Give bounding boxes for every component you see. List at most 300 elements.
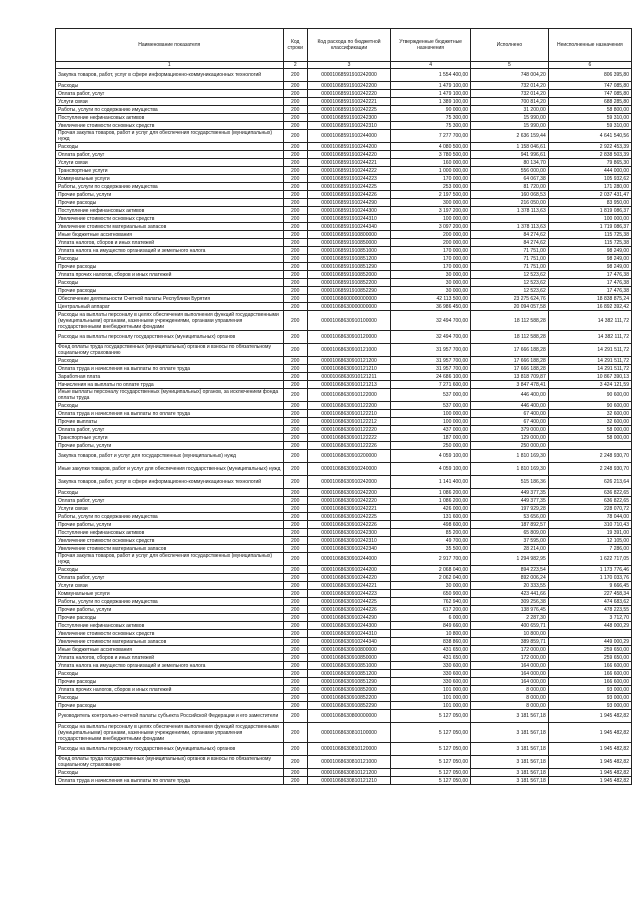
row-line-code: 200: [283, 476, 307, 489]
row-name: Расходы: [56, 143, 284, 151]
row-approved: 36 986 450,00: [391, 303, 471, 311]
row-approved: 35 500,00: [391, 545, 471, 553]
row-line-code: 200: [283, 175, 307, 183]
row-unexecuted: [548, 442, 631, 450]
table-row: [56, 723, 632, 743]
row-executed: 10 800,00: [471, 630, 549, 638]
row-budget-code: 00001068591910242221: [307, 98, 390, 106]
row-name: Расходы: [56, 279, 284, 287]
row-unexecuted: 59 310,00: [548, 114, 631, 122]
row-executed: 67 400,00: [471, 410, 549, 418]
row-budget-code: 00001068630800000000: [307, 710, 390, 723]
row-budget-code: 00001068630910100000: [307, 311, 390, 331]
row-unexecuted: 227 458,34: [548, 590, 631, 598]
row-approved: 849 660,00: [391, 622, 471, 630]
row-approved: 4 059 100,00: [391, 463, 471, 476]
row-name: Работы, услуги по содержанию имущества: [56, 183, 284, 191]
row-budget-code: 00001068591910244000: [307, 130, 390, 143]
table-row: [56, 442, 632, 450]
row-line-code: 200: [283, 553, 307, 566]
row-line-code: 200: [283, 662, 307, 670]
row-budget-code: 00001068630910240000: [307, 463, 390, 476]
row-line-code: 200: [283, 529, 307, 537]
row-approved: 650 900,00: [391, 590, 471, 598]
row-budget-code: 00001068630910242200: [307, 489, 390, 497]
row-name: Прочая закупка товаров, работ и услуг для обеспечения государственных (муниципальных) нужд: [56, 553, 284, 566]
row-unexecuted: 444 000,00: [548, 167, 631, 175]
row-name: Иные бюджетные ассигнования: [56, 231, 284, 239]
row-approved: 30 000,00: [391, 582, 471, 590]
table-row: [56, 622, 632, 630]
row-approved: 2 068 040,00: [391, 566, 471, 574]
row-budget-code: 00001068591910851200: [307, 255, 390, 263]
row-approved: 2 062 040,00: [391, 574, 471, 582]
row-executed: 37 595,00: [471, 537, 549, 545]
row-budget-code: 00001068630910800000: [307, 646, 390, 654]
row-budget-code: 00001068591910244222: [307, 167, 390, 175]
row-budget-code: 00001068630910244223: [307, 590, 390, 598]
table-row: [56, 777, 632, 785]
row-line-code: 200: [283, 574, 307, 582]
row-approved: 3 780 500,00: [391, 151, 471, 159]
row-executed: 700 814,20: [471, 98, 549, 106]
row-approved: 85 200,00: [391, 529, 471, 537]
row-budget-code: 00001068630910242340: [307, 545, 390, 553]
header-unexecuted: Неисполненные назначения: [548, 29, 631, 62]
row-budget-code: 00001068630910242221: [307, 505, 390, 513]
row-approved: 537 000,00: [391, 389, 471, 402]
row-executed: 1 378 113,63: [471, 207, 549, 215]
row-budget-code: 00001068591910244310: [307, 215, 390, 223]
row-budget-code: 00001068630910852290: [307, 702, 390, 710]
row-approved: 330 600,00: [391, 678, 471, 686]
row-approved: 4 059 100,00: [391, 450, 471, 463]
row-budget-code: 00001068630910122000: [307, 389, 390, 402]
row-unexecuted: 14 291 511,72: [548, 365, 631, 373]
row-line-code: 200: [283, 590, 307, 598]
row-unexecuted: 58 800,00: [548, 106, 631, 114]
table-row: [56, 574, 632, 582]
table-row: [56, 98, 632, 106]
row-name: Прочие выплаты: [56, 418, 284, 426]
row-unexecuted: 17 476,38: [548, 287, 631, 295]
row-executed: 8 000,00: [471, 702, 549, 710]
row-name: Расходы: [56, 694, 284, 702]
table-row: [56, 106, 632, 114]
table-row: [56, 521, 632, 529]
row-budget-code: 00001068591910851290: [307, 263, 390, 271]
row-line-code: 200: [283, 723, 307, 743]
row-unexecuted: 747 085,80: [548, 90, 631, 98]
row-budget-code: 00001068630910121000: [307, 344, 390, 357]
row-unexecuted: 14 291 511,72: [548, 357, 631, 365]
row-unexecuted: 688 285,80: [548, 98, 631, 106]
row-approved: 31 957 700,00: [391, 344, 471, 357]
row-approved: 101 000,00: [391, 686, 471, 694]
row-executed: 20 094 057,58: [471, 303, 549, 311]
row-unexecuted: 12 105,00: [548, 537, 631, 545]
row-name: Обеспечение деятельности Счетной палаты Республики Бурятия: [56, 295, 284, 303]
table-row: [56, 702, 632, 710]
row-approved: 10 800,00: [391, 630, 471, 638]
table-row: [56, 167, 632, 175]
row-approved: 170 000,00: [391, 247, 471, 255]
row-executed: 71 751,00: [471, 263, 549, 271]
row-budget-code: 00001068630910121200: [307, 357, 390, 365]
row-approved: 5 127 050,00: [391, 756, 471, 769]
row-line-code: 200: [283, 537, 307, 545]
table-row: [56, 151, 632, 159]
row-budget-code: 00001068591910242000: [307, 69, 390, 82]
row-approved: 5 127 050,00: [391, 769, 471, 777]
row-name: Расходы: [56, 489, 284, 497]
row-name: Оплата работ, услуг: [56, 574, 284, 582]
row-unexecuted: 17 476,38: [548, 279, 631, 287]
table-row: [56, 223, 632, 231]
row-approved: 537 000,00: [391, 402, 471, 410]
table-row: [56, 365, 632, 373]
table-row: [56, 489, 632, 497]
row-name: Закупка товаров, работ и услуг для государственных (муниципальных) нужд: [56, 450, 284, 463]
table-row: [56, 678, 632, 686]
row-approved: 1 086 200,00: [391, 497, 471, 505]
table-row: [56, 279, 632, 287]
row-budget-code: 00001068630910244220: [307, 574, 390, 582]
row-executed: 160 068,53: [471, 191, 549, 199]
row-executed: 31 200,00: [471, 106, 549, 114]
row-executed: 64 067,38: [471, 175, 549, 183]
row-executed: 81 720,00: [471, 183, 549, 191]
table-row: [56, 582, 632, 590]
row-name: Оплата работ, услуг: [56, 426, 284, 434]
row-approved: 31 957 700,00: [391, 357, 471, 365]
header-name: Наименование показателя: [56, 29, 284, 62]
row-executed: 172 000,00: [471, 654, 549, 662]
row-unexecuted: 2 838 503,39: [548, 151, 631, 159]
row-line-code: 200: [283, 638, 307, 646]
row-name: Прочие расходы: [56, 263, 284, 271]
row-budget-code: 00001068630910122200: [307, 402, 390, 410]
row-unexecuted: 1 945 482,82: [548, 710, 631, 723]
row-line-code: 200: [283, 207, 307, 215]
row-line-code: 200: [283, 69, 307, 82]
row-approved: 300 000,00: [391, 199, 471, 207]
row-name: Прочая закупка товаров, работ и услуг для обеспечения государственных (муниципальных) нужд: [56, 130, 284, 143]
row-line-code: 200: [283, 82, 307, 90]
row-line-code: 200: [283, 777, 307, 785]
row-approved: 90 000,00: [391, 106, 471, 114]
row-approved: 101 000,00: [391, 702, 471, 710]
table-row: [56, 606, 632, 614]
row-name: Работы, услуги по содержанию имущества: [56, 513, 284, 521]
row-budget-code: 00001068591910244290: [307, 199, 390, 207]
row-line-code: 200: [283, 199, 307, 207]
row-executed: 12 523,62: [471, 287, 549, 295]
row-name: Фонд оплаты труда государственных (муниципальных) органов и взносы по обязательному социальному страхованию: [56, 756, 284, 769]
row-budget-code: 00001068591910244300: [307, 207, 390, 215]
table-row: [56, 598, 632, 606]
row-unexecuted: 14 382 111,72: [548, 331, 631, 344]
row-budget-code: 00001068630910244000: [307, 553, 390, 566]
row-line-code: 200: [283, 566, 307, 574]
row-name: Оплата труда и начисления на выплаты по оплате труда: [56, 365, 284, 373]
row-line-code: 200: [283, 231, 307, 239]
row-budget-code: 00001068630910242226: [307, 521, 390, 529]
row-executed: 17 666 188,28: [471, 357, 549, 365]
row-approved: 7 277 700,00: [391, 130, 471, 143]
row-line-code: 200: [283, 434, 307, 442]
row-name: Уплата налогов, сборов и иных платежей: [56, 239, 284, 247]
row-budget-code: 00001068630000000000: [307, 303, 390, 311]
table-row: [56, 215, 632, 223]
row-executed: 748 004,20: [471, 69, 549, 82]
table-row: [56, 402, 632, 410]
row-executed: 3 181 567,18: [471, 756, 549, 769]
row-budget-code: 00001068591910800000: [307, 231, 390, 239]
row-budget-code: 00001068591910244221: [307, 159, 390, 167]
row-unexecuted: 1 945 482,82: [548, 769, 631, 777]
row-unexecuted: 1 819 086,37: [548, 207, 631, 215]
row-line-code: 200: [283, 442, 307, 450]
row-line-code: 200: [283, 630, 307, 638]
row-name: Прочие расходы: [56, 678, 284, 686]
table-row: [56, 331, 632, 344]
row-approved: 1 141 400,00: [391, 476, 471, 489]
column-number: 3: [307, 62, 390, 69]
table-row: [56, 295, 632, 303]
table-row: [56, 69, 632, 82]
table-row: [56, 743, 632, 756]
row-budget-code: 00001068630810121000: [307, 756, 390, 769]
row-budget-code: 00001068630810120000: [307, 743, 390, 756]
row-approved: 437 000,00: [391, 426, 471, 434]
row-line-code: 200: [283, 489, 307, 497]
row-unexecuted: 58 000,00: [548, 426, 631, 434]
row-executed: 187 892,57: [471, 521, 549, 529]
row-unexecuted: [548, 630, 631, 638]
row-budget-code: 00001068630910244310: [307, 630, 390, 638]
row-approved: 32 494 700,00: [391, 331, 471, 344]
row-approved: 617 200,00: [391, 606, 471, 614]
table-row: [56, 426, 632, 434]
column-number-row: [56, 62, 632, 69]
table-row: [56, 497, 632, 505]
row-budget-code: 00001068630910200000: [307, 450, 390, 463]
row-line-code: 200: [283, 122, 307, 130]
row-line-code: 200: [283, 769, 307, 777]
table-row: [56, 287, 632, 295]
row-approved: 330 600,00: [391, 670, 471, 678]
row-budget-code: 00001068630910244225: [307, 598, 390, 606]
row-approved: 2 197 500,00: [391, 191, 471, 199]
row-approved: 5 127 050,00: [391, 723, 471, 743]
row-name: Руководитель контрольно-счетной палаты субъекта Российской Федерации и его заместители: [56, 710, 284, 723]
row-budget-code: 00001068591910244225: [307, 183, 390, 191]
row-name: Увеличение стоимости материальных запасов: [56, 638, 284, 646]
row-name: Уплата налогов, сборов и иных платежей: [56, 654, 284, 662]
table-row: [56, 769, 632, 777]
row-approved: 1 086 200,00: [391, 489, 471, 497]
row-name: Услуги связи: [56, 582, 284, 590]
row-executed: 84 274,62: [471, 231, 549, 239]
table-row: [56, 670, 632, 678]
row-unexecuted: 1 622 717,05: [548, 553, 631, 566]
row-line-code: 200: [283, 247, 307, 255]
row-unexecuted: 16 892 392,42: [548, 303, 631, 311]
row-executed: 446 400,00: [471, 402, 549, 410]
table-header: [56, 29, 632, 69]
row-approved: 160 000,00: [391, 159, 471, 167]
table-row: [56, 476, 632, 489]
row-name: Оплата труда и начисления на выплаты по оплате труда: [56, 410, 284, 418]
row-unexecuted: 228 070,72: [548, 505, 631, 513]
row-executed: 556 000,00: [471, 167, 549, 175]
row-line-code: 200: [283, 678, 307, 686]
row-budget-code: 00001068591910852000: [307, 271, 390, 279]
row-name: Фонд оплаты труда государственных (муниципальных) органов и взносы по обязательному социальному страхованию: [56, 344, 284, 357]
table-row: [56, 344, 632, 357]
row-budget-code: 00001068630910122212: [307, 418, 390, 426]
row-approved: 2 917 700,00: [391, 553, 471, 566]
row-name: Расходы на выплаты персоналу в целях обеспечения выполнения функций государственными (муниципальными) органами, казенными учреждениями, органами управления государственными внебюджетными фондами: [56, 723, 284, 743]
row-executed: 17 666 188,28: [471, 365, 549, 373]
row-approved: 170 000,00: [391, 263, 471, 271]
table-row: [56, 756, 632, 769]
table-row: [56, 389, 632, 402]
row-unexecuted: 1 173 776,46: [548, 566, 631, 574]
row-name: Прочие работы, услуги: [56, 521, 284, 529]
row-executed: 12 523,62: [471, 279, 549, 287]
row-line-code: 200: [283, 263, 307, 271]
table-row: [56, 662, 632, 670]
row-executed: 84 274,62: [471, 239, 549, 247]
row-approved: 5 127 050,00: [391, 777, 471, 785]
row-unexecuted: 9 666,45: [548, 582, 631, 590]
row-approved: 200 000,00: [391, 231, 471, 239]
row-line-code: 200: [283, 279, 307, 287]
row-unexecuted: 1 945 482,82: [548, 777, 631, 785]
row-line-code: 200: [283, 582, 307, 590]
row-executed: 18 112 588,28: [471, 311, 549, 331]
row-budget-code: 00001068591910852200: [307, 279, 390, 287]
row-unexecuted: 10 867 390,13: [548, 373, 631, 381]
row-executed: 71 751,00: [471, 255, 549, 263]
row-line-code: 200: [283, 287, 307, 295]
row-executed: 164 000,00: [471, 662, 549, 670]
table-row: [56, 434, 632, 442]
row-line-code: 200: [283, 167, 307, 175]
row-name: Работы, услуги по содержанию имущества: [56, 106, 284, 114]
row-line-code: 200: [283, 130, 307, 143]
row-executed: 8 000,00: [471, 686, 549, 694]
row-unexecuted: 1 945 482,82: [548, 756, 631, 769]
table-row: [56, 271, 632, 279]
row-executed: 941 996,61: [471, 151, 549, 159]
row-budget-code: 00001068591910242300: [307, 114, 390, 122]
row-approved: 100 000,00: [391, 418, 471, 426]
row-name: Уплата налога на имущество организаций и земельного налога: [56, 662, 284, 670]
row-executed: 3 847 478,41: [471, 381, 549, 389]
row-approved: 42 113 500,00: [391, 295, 471, 303]
row-unexecuted: 93 000,00: [548, 694, 631, 702]
row-name: Уплата налога на имущество организаций и земельного налога: [56, 247, 284, 255]
row-name: Увеличение стоимости основных средств: [56, 215, 284, 223]
row-unexecuted: 19 391,00: [548, 529, 631, 537]
row-approved: 170 000,00: [391, 255, 471, 263]
row-unexecuted: 115 725,38: [548, 239, 631, 247]
row-budget-code: 00001068630910851200: [307, 670, 390, 678]
row-unexecuted: 3 712,70: [548, 614, 631, 622]
table-row: [56, 694, 632, 702]
row-name: Оплата работ, услуг: [56, 151, 284, 159]
row-executed: 894 223,54: [471, 566, 549, 574]
row-unexecuted: 93 000,00: [548, 686, 631, 694]
row-executed: 138 976,45: [471, 606, 549, 614]
row-executed: 732 014,20: [471, 90, 549, 98]
row-line-code: 200: [283, 303, 307, 311]
row-unexecuted: 259 650,00: [548, 646, 631, 654]
row-name: Работы, услуги по содержанию имущества: [56, 598, 284, 606]
row-executed: [471, 215, 549, 223]
table-row: [56, 566, 632, 574]
row-line-code: 200: [283, 402, 307, 410]
row-name: Коммунальные услуги: [56, 175, 284, 183]
row-line-code: 200: [283, 670, 307, 678]
row-unexecuted: 636 822,65: [548, 489, 631, 497]
row-unexecuted: 98 249,00: [548, 255, 631, 263]
row-name: Расходы: [56, 357, 284, 365]
row-name: Прочие работы, услуги: [56, 191, 284, 199]
row-name: Расходы: [56, 255, 284, 263]
row-name: Увеличение стоимости основных средств: [56, 630, 284, 638]
row-approved: 4 080 500,00: [391, 143, 471, 151]
row-approved: 187 000,00: [391, 434, 471, 442]
row-approved: 762 940,00: [391, 598, 471, 606]
row-budget-code: 00001068630910244290: [307, 614, 390, 622]
row-line-code: 200: [283, 710, 307, 723]
table-row: [56, 410, 632, 418]
table-row: [56, 90, 632, 98]
row-name: Расходы: [56, 402, 284, 410]
row-line-code: 200: [283, 357, 307, 365]
table-row: [56, 505, 632, 513]
row-executed: 446 400,00: [471, 389, 549, 402]
row-executed: 8 000,00: [471, 694, 549, 702]
row-name: Прочие расходы: [56, 614, 284, 622]
row-approved: 31 957 700,00: [391, 365, 471, 373]
row-budget-code: 00001068630910122210: [307, 410, 390, 418]
table-row: [56, 311, 632, 331]
column-number: 1: [56, 62, 284, 69]
table-row: [56, 553, 632, 566]
row-unexecuted: 2 037 431,47: [548, 191, 631, 199]
row-unexecuted: 2 248 930,70: [548, 450, 631, 463]
row-approved: 5 127 050,00: [391, 710, 471, 723]
row-unexecuted: 105 932,62: [548, 175, 631, 183]
table-row: [56, 357, 632, 365]
row-name: Расходы на выплаты персоналу в целях обеспечения выполнения функций государственными (муниципальными) органами, казенными учреждениями, органами управления государственными внебюджетными фондами: [56, 311, 284, 331]
row-budget-code: 00001068630910242310: [307, 537, 390, 545]
row-unexecuted: 17 476,38: [548, 271, 631, 279]
row-unexecuted: 448 000,29: [548, 622, 631, 630]
row-budget-code: 00001068630910121211: [307, 373, 390, 381]
row-line-code: 200: [283, 505, 307, 513]
row-executed: 1 810 169,30: [471, 450, 549, 463]
row-budget-code: 00001068591910851000: [307, 247, 390, 255]
row-approved: 5 127 050,00: [391, 743, 471, 756]
row-executed: 1 378 113,63: [471, 223, 549, 231]
row-name: Расходы: [56, 670, 284, 678]
